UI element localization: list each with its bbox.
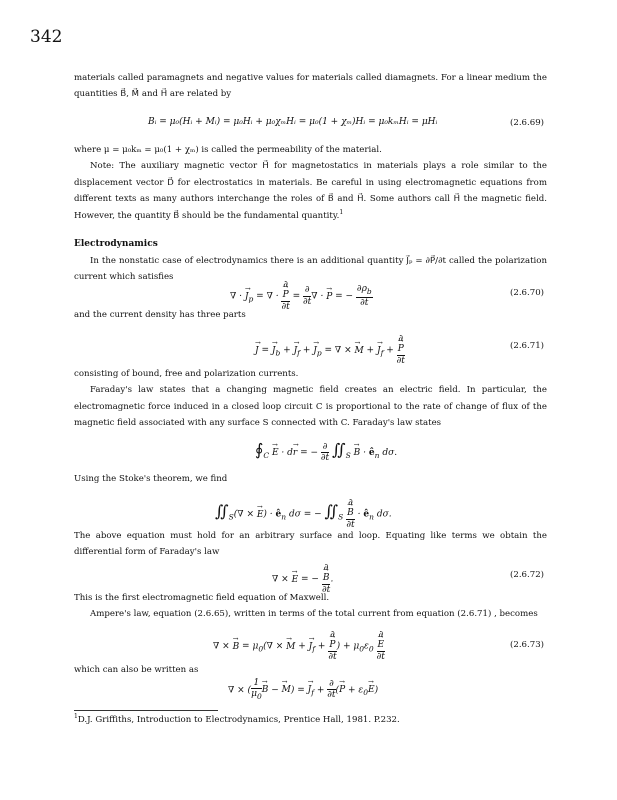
equation-stokes-integral: $∬_S(\nabla$ × → $E) \cdot ê_n$ dσ = − $∬_S$ ∂ → B ∂t · $ê_n$ dσ. xyxy=(215,498,392,530)
footnote-divider xyxy=(74,710,218,711)
paragraph-current-density: and the current density has three parts xyxy=(74,310,246,320)
equation-faraday-integral: $∮_C \to E \cdot d\to r$ = − $\frac{\partial}{\partial t}$ $∬_S \to B$ · $ê_n$ dσ. xyxy=(255,440,397,463)
paragraph-block-differential xyxy=(74,528,547,561)
paragraph-stokes: Using the Stoke's theorem, we find xyxy=(74,474,228,484)
paragraph-block-written-as xyxy=(74,662,547,678)
paragraph-differential-form: The above equation must hold for an arbitrary surface and loop. Equating like terms we obtain the differential form of Faraday's law xyxy=(74,531,547,558)
paragraph-bound-free: consisting of bound, free and polarization currents. xyxy=(74,369,299,379)
paragraph-faraday-law: Faraday's law states that a changing magnetic field creates an electric field. In particular, the electromagnetic force induced in a closed loop circuit C is proportional to the rate of change of flux of the magnetic field associated with any surface S connected with C. Faraday's law states xyxy=(74,385,547,428)
footnote: $^1$D.J. Griffiths, Introduction to Electrodynamics, Prentice Hall, 1981. P.232. xyxy=(74,713,400,725)
paragraph-block-2 xyxy=(74,142,547,225)
equation-number-2-6-70: (2.6.70) xyxy=(510,288,545,298)
paragraph-block-ampere xyxy=(74,590,547,623)
paragraph-polarization-current: In the nonstatic case of electrodynamics there is an additional quantity J⃗ₚ = ∂P⃗/∂t called the polarization current which satisfies xyxy=(74,256,547,283)
paragraph-note: Note: The auxiliary magnetic vector H⃗ for magnetostatics in materials plays a role similar to the displacement vector D⃗ for electrostatics in materials. Be careful in using electromagnetic equations from different texts as many authors interchange the roles of B⃗ and H⃗. Some authors call H⃗ the magnetic field. However, the quantity B⃗ should be the fundamental quantity.$^1$ xyxy=(74,161,547,222)
equation-2-6-72: ∇ × → E = − ∂ → B ∂t . xyxy=(272,563,333,595)
paragraph-block-stokes xyxy=(74,471,547,487)
paragraph-ampere-law: Ampere's law, equation (2.6.65), written in terms of the total current from equation (2.6.71) , becomes xyxy=(90,609,538,620)
equation-number-2-6-69: (2.6.69) xyxy=(510,118,545,128)
paragraph-written-as: which can also be written as xyxy=(74,665,199,675)
equation-number-2-6-71: (2.6.71) xyxy=(510,341,545,351)
paragraph-block-1 xyxy=(74,70,547,103)
section-heading: Electrodynamics xyxy=(74,239,158,249)
equation-2-6-71: → J = → $J_b$ + → $J_f$ + → $J_p$ = ∇ × → M + → $J_f$ + ∂ → P ∂t xyxy=(255,334,405,366)
paragraph-block-faraday xyxy=(74,366,547,431)
equation-number-2-6-73: (2.6.73) xyxy=(510,640,545,650)
paragraph-paramagnets: materials called paramagnets and negative values for materials called diamagnets. For a linear medium the quantities B⃗, M⃗ and H⃗ are related by xyxy=(74,73,547,100)
footnote-marker: 1 xyxy=(339,209,344,217)
page-number: 342 xyxy=(30,27,63,47)
section-electrodynamics xyxy=(74,236,547,286)
paragraph-block-current-density xyxy=(74,307,547,323)
equation-ampere-maxwell: ∇ × ( $\frac{1}{\mu_0}$ → B − → M) = → $J_f$ + $\frac{\partial}{\partial t}$ (→ $P + \varepsilon_0\to E$) xyxy=(228,678,378,702)
equation-2-6-70: ∇ · → $J_p$ = ∇ · ∂ → P ∂t = $\frac{\partial}{\partial t}$ ∇ · → P = − $\frac{\partial\rho_b}{\partial t}$ xyxy=(230,280,373,312)
equation-number-2-6-72: (2.6.72) xyxy=(510,570,545,580)
paragraph-maxwell-first: This is the first electromagnetic field equation of Maxwell. xyxy=(74,593,330,603)
equation-2-6-73: ∇ × → $B = \mu_0(\nabla$ × → M + → $J_f$ + ∂ → P ∂t ) + $\mu_0\varepsilon_0$ ∂ → E ∂t xyxy=(213,630,385,662)
paragraph-permeability: where μ = μ₀kₘ = μ₀(1 + χₘ) is called the permeability of the material. xyxy=(74,145,382,155)
equation-2-6-69: Bᵢ = μ₀(Hᵢ + Mᵢ) = μ₀Hᵢ + μ₀χₘHᵢ = μ₀(1 + χₘ)Hᵢ = μ₀kₘHᵢ = μHᵢ xyxy=(148,117,438,127)
